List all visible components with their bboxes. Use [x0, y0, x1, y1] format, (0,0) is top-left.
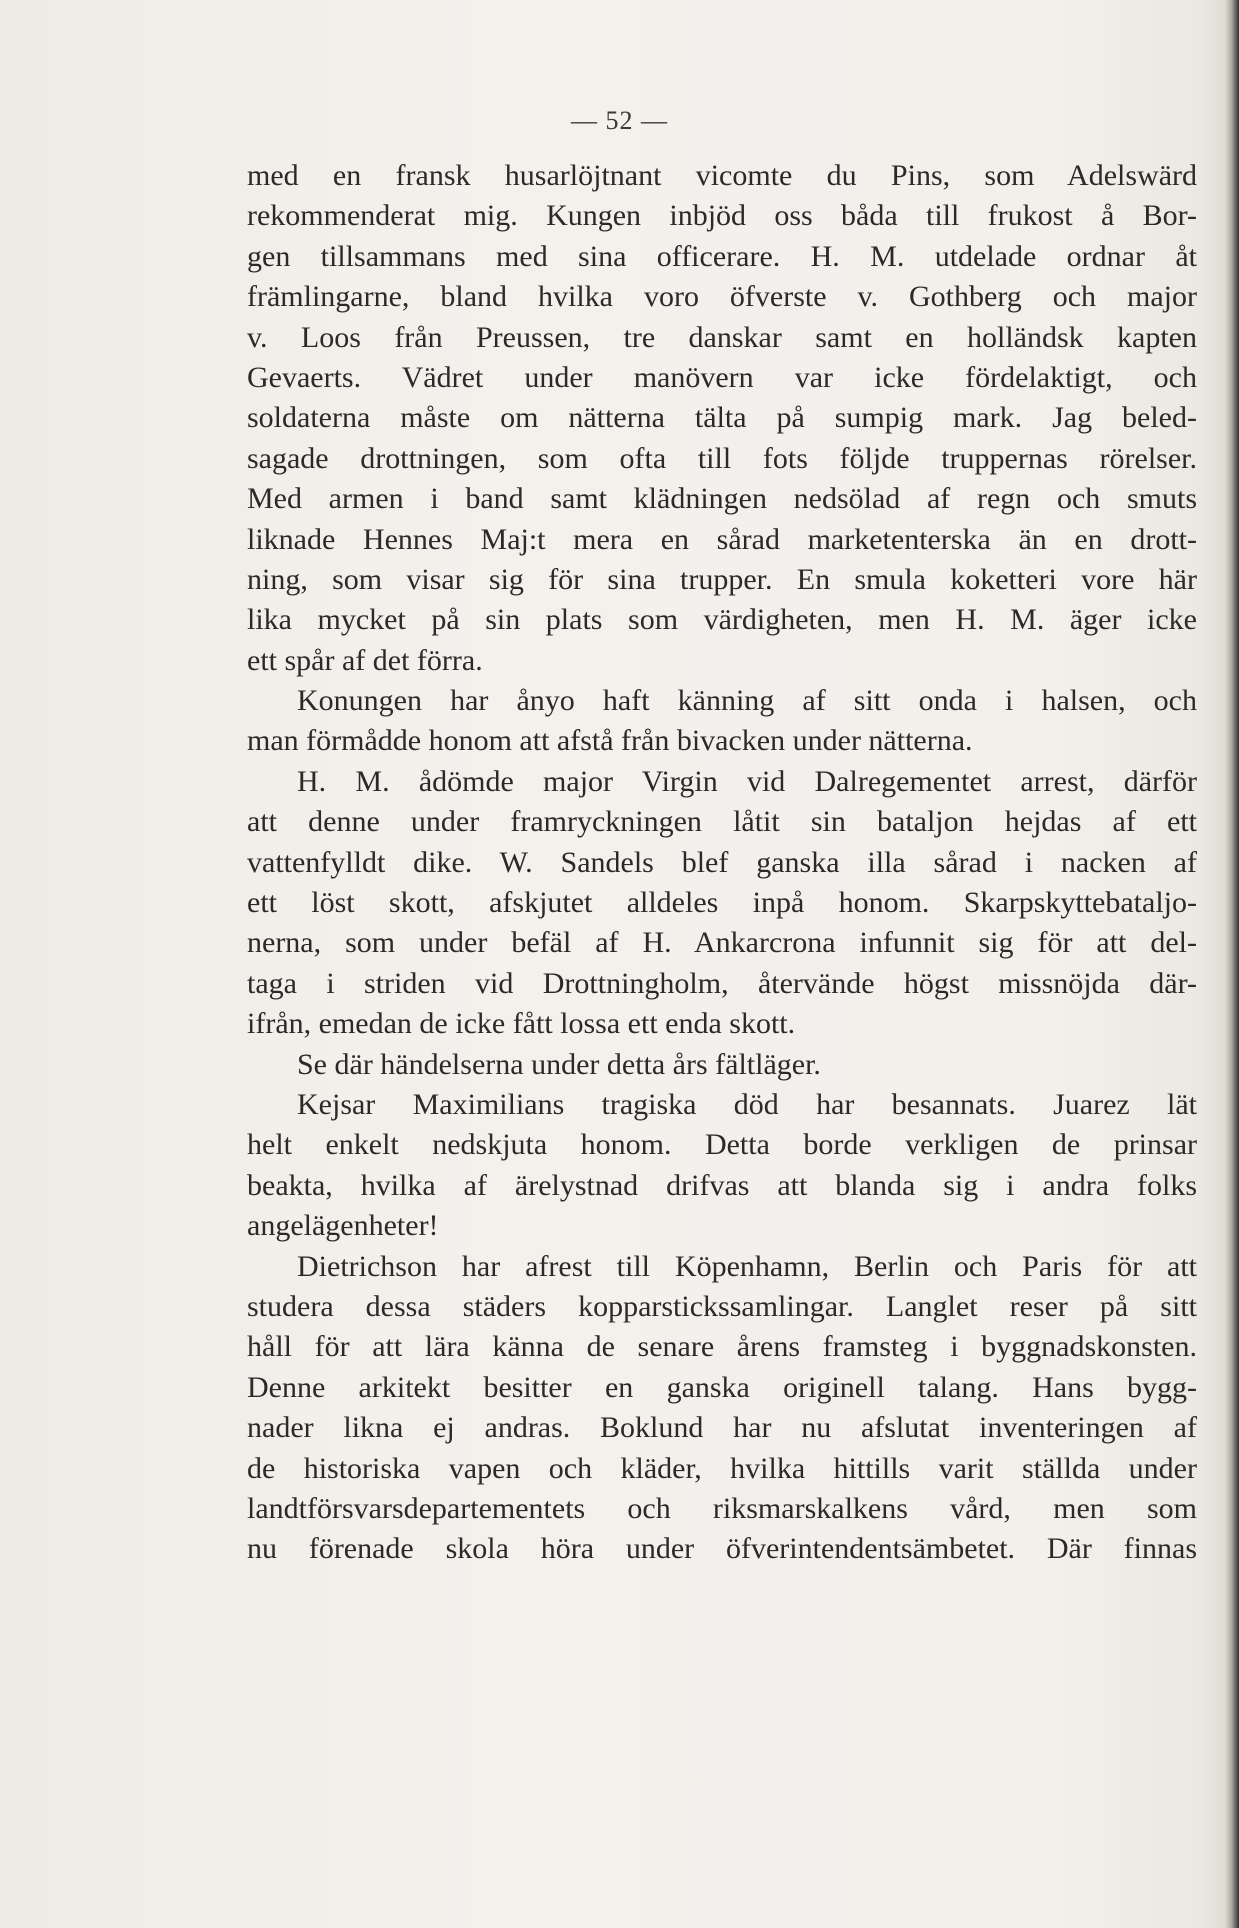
paragraph-first-line: Dietrichson har afrest till Köpenhamn, Berlin och Paris för att [297, 1249, 1197, 1283]
page-number: — 52 — [571, 106, 668, 135]
text-line: helt enkelt nedskjuta honom. Detta borde verkligen de prinsar [247, 1128, 1197, 1162]
text-line: ett löst skott, afskjutet alldeles inpå honom. Skarpskyttebataljo- [247, 886, 1197, 920]
text-line: beakta, hvilka af ärelystnad drifvas att blanda sig i andra folks [247, 1168, 1197, 1202]
text-line: Med armen i band samt klädningen nedsölad af regn och smuts [247, 482, 1197, 516]
text-line: taga i striden vid Drottningholm, återvände högst missnöjda där- [247, 966, 1197, 1000]
text-line: nu förenade skola höra under öfverintendentsämbetet. Där finnas [247, 1532, 1197, 1566]
text-line: vattenfylldt dike. W. Sandels blef ganska illa sårad i nacken af [247, 845, 1197, 879]
paragraph-first-line: Konungen har ånyo haft känning af sitt onda i halsen, och [297, 684, 1197, 718]
text-line: nerna, som under befäl af H. Ankarcrona infunnit sig för att del- [247, 926, 1197, 960]
paragraph-first-line: H. M. ådömde major Virgin vid Dalregementet arrest, därför [297, 764, 1197, 798]
body-text [247, 156, 1197, 1570]
text-line: de historiska vapen och kläder, hvilka hittills varit ställda under [247, 1451, 1197, 1485]
text-line: Denne arkitekt besitter en ganska originell talang. Hans bygg- [247, 1370, 1197, 1404]
text-line: rekommenderat mig. Kungen inbjöd oss båda till frukost å Bor- [247, 199, 1197, 233]
text-line: lika mycket på sin plats som värdigheten, men H. M. äger icke [247, 603, 1197, 637]
text-line: v. Loos från Preussen, tre danskar samt en holländsk kapten [247, 320, 1197, 354]
paragraph-first-line: Kejsar Maximilians tragiska död har besannats. Juarez lät [297, 1087, 1197, 1121]
text-line: Gevaerts. Vädret under manövern var icke fördelaktigt, och [247, 360, 1197, 394]
text-line: man förmådde honom att afstå från bivacken under nätterna. [247, 724, 973, 758]
text-line: studera dessa städers kopparstickssamlingar. Langlet reser på sitt [247, 1289, 1197, 1323]
text-line: främlingarne, bland hvilka voro öfverste v. Gothberg och major [247, 280, 1197, 314]
text-line: landtförsvarsdepartementets och riksmarskalkens vård, men som [247, 1491, 1197, 1525]
text-line: liknade Hennes Maj:t mera en sårad marketenterska än en drott- [247, 522, 1197, 556]
text-line: gen tillsammans med sina officerare. H. M. utdelade ordnar åt [247, 239, 1197, 273]
paragraph-first-line: Se där händelserna under detta års fältläger. [297, 1047, 821, 1081]
text-line: ifrån, emedan de icke fått lossa ett enda skott. [247, 1007, 796, 1041]
text-line: håll för att lära känna de senare årens framsteg i byggnadskonsten. [247, 1330, 1197, 1364]
text-line: att denne under framryckningen låtit sin bataljon hejdas af ett [247, 805, 1197, 839]
text-line: med en fransk husarlöjtnant vicomte du Pins, som Adelswärd [247, 159, 1197, 192]
text-line: sagade drottningen, som ofta till fots följde truppernas rörelser. [247, 441, 1197, 475]
page-binding-edge [1225, 0, 1239, 1928]
text-line: angelägenheter! [247, 1209, 439, 1243]
text-line: nader likna ej andras. Boklund har nu afslutat inventeringen af [247, 1411, 1197, 1445]
text-line: soldaterna måste om nätterna tälta på sumpig mark. Jag beled- [247, 401, 1197, 435]
text-line: ning, som visar sig för sina trupper. En smula koketteri vore här [247, 562, 1197, 596]
text-line: ett spår af det förra. [247, 643, 483, 677]
